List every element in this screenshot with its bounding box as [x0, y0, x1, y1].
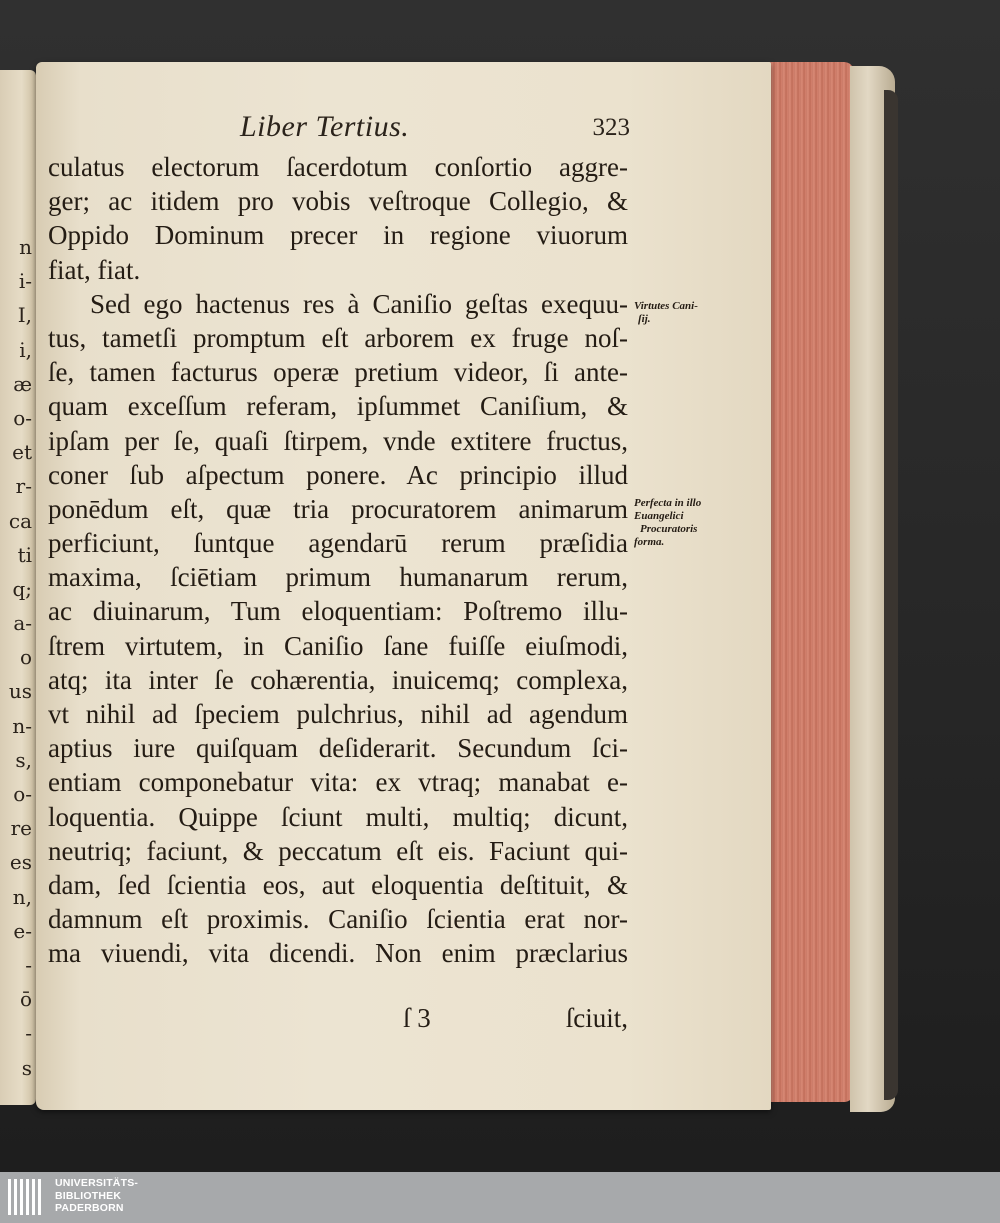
- text-line: Oppido Dominum precer in regione viuorum: [48, 220, 628, 251]
- left-page-fragment: ti: [17, 542, 32, 567]
- text-line: tus, tametſi promptum eſt arborem ex fruge noſ-: [48, 322, 628, 353]
- left-page-edge: [0, 70, 36, 1105]
- margin-note-line: Procuratoris: [640, 523, 698, 535]
- left-page-fragment: re: [10, 816, 32, 841]
- catchword-row: [48, 1003, 628, 1037]
- text-line: perficiunt, ſuntque agendarū rerum præſidia: [48, 528, 628, 559]
- catchword: ſciuit,: [565, 1003, 628, 1033]
- text-line: ger; ac itidem pro vobis veſtroque Collegio, &: [48, 186, 628, 217]
- text-line: ſtrem virtutem, in Caniſio ſane fuiſſe eiuſmodi,: [48, 630, 628, 661]
- logo-text-line: BIBLIOTHEK: [55, 1189, 122, 1202]
- text-line: quam exceſſum referam, ipſummet Caniſium, &: [48, 391, 628, 422]
- text-line: culatus electorum ſacerdotum conſortio aggre-: [48, 152, 628, 182]
- margin-note-line: Perfecta in illo: [634, 497, 702, 509]
- left-page-fragment: i,: [19, 337, 32, 362]
- left-page-fragment: us: [8, 679, 32, 704]
- left-page-fragment: e-: [13, 918, 32, 943]
- text-line: atq; ita inter ſe cohærentia, inuicemq; complexa,: [48, 664, 628, 695]
- left-page-fragment: n,: [12, 884, 32, 909]
- text-line: damnum eſt proximis. Caniſio ſcientia erat nor-: [48, 904, 628, 935]
- margin-note-line: Euangelici: [634, 510, 684, 522]
- text-line: coner ſub aſpectum ponere. Ac principio illud: [48, 459, 628, 490]
- left-page-fragment: a-: [13, 611, 32, 636]
- library-footer: [0, 1172, 1000, 1223]
- red-page-edges: [764, 62, 854, 1102]
- library-logo-text: [55, 1177, 138, 1215]
- left-page-fragment: et: [12, 440, 32, 465]
- text-line: ma viuendi, vita dicendi. Non enim præclarius: [48, 938, 628, 969]
- left-page-text-fragments: [2, 230, 32, 1085]
- left-page-fragment: n: [19, 235, 32, 259]
- text-line: ſe, tamen facturus operæ pretium videor, ſi ante-: [48, 357, 628, 388]
- text-line: vt nihil ad ſpeciem pulchrius, nihil ad agendum: [48, 699, 628, 729]
- margin-note-perfecta: [634, 497, 754, 549]
- left-page-fragment: s,: [15, 747, 32, 772]
- margin-note-line: Virtutes Cani-: [634, 300, 698, 312]
- left-page-fragment: I,: [17, 303, 32, 328]
- left-page-fragment: æ: [13, 371, 32, 396]
- left-page-fragment: -: [25, 952, 32, 977]
- text-line: aptius iure quiſquam deſiderarit. Secundum ſci-: [48, 733, 628, 764]
- left-page-fragment: i-: [18, 269, 32, 294]
- left-page-fragment: q;: [12, 576, 32, 601]
- text-line: ipſam per ſe, quaſi ſtirpem, vnde extitere fructus,: [48, 425, 628, 456]
- left-page-fragment: -: [25, 1021, 32, 1046]
- left-page-fragment: ca: [8, 508, 32, 533]
- left-page-fragment: n-: [12, 713, 32, 738]
- page-number: 323: [592, 114, 630, 141]
- left-page-fragment: s: [21, 1055, 32, 1080]
- text-line: ponēdum eſt, quæ tria procuratorem animarum: [48, 493, 628, 524]
- left-page-fragment: o-: [13, 782, 32, 806]
- text-line: maxima, ſciētiam primum humanarum rerum,: [48, 562, 628, 593]
- text-line: fiat, fiat.: [48, 254, 141, 285]
- left-page-fragment: o-: [13, 405, 32, 430]
- body-text: [48, 150, 628, 971]
- left-page-fragment: o: [19, 645, 32, 670]
- text-line: ac diuinarum, Tum eloquentiam: Poſtremo illu-: [48, 596, 628, 627]
- running-title: Liber Tertius.: [240, 110, 410, 143]
- margin-note-line: ſij.: [638, 313, 651, 325]
- signature-mark: ſ 3: [403, 1003, 431, 1033]
- text-line: dam, ſed ſcientia eos, aut eloquentia deſtituit, &: [48, 869, 628, 900]
- left-page-fragment: r-: [15, 474, 32, 499]
- logo-text-line: PADERBORN: [55, 1202, 124, 1214]
- page-header: [40, 108, 640, 148]
- logo-text-line: UNIVERSITÄTS-: [55, 1177, 139, 1189]
- text-line: loquentia. Quippe ſciunt multi, multiq; dicunt,: [48, 801, 628, 832]
- margin-note-virtutes: [634, 300, 754, 326]
- margin-note-line: forma.: [634, 536, 665, 548]
- left-page-fragment: es: [9, 850, 32, 875]
- library-logo-icon: [6, 1175, 46, 1219]
- text-line: neutriq; faciunt, & peccatum eſt eis. Faciunt qui-: [48, 835, 628, 866]
- text-line: entiam componebatur vita: ex vtraq; manabat e-: [48, 767, 628, 798]
- left-page-fragment: ō: [19, 987, 32, 1012]
- book-cover-shadow: [884, 90, 898, 1100]
- text-line: Sed ego hactenus res à Caniſio geſtas exequu-: [90, 288, 628, 319]
